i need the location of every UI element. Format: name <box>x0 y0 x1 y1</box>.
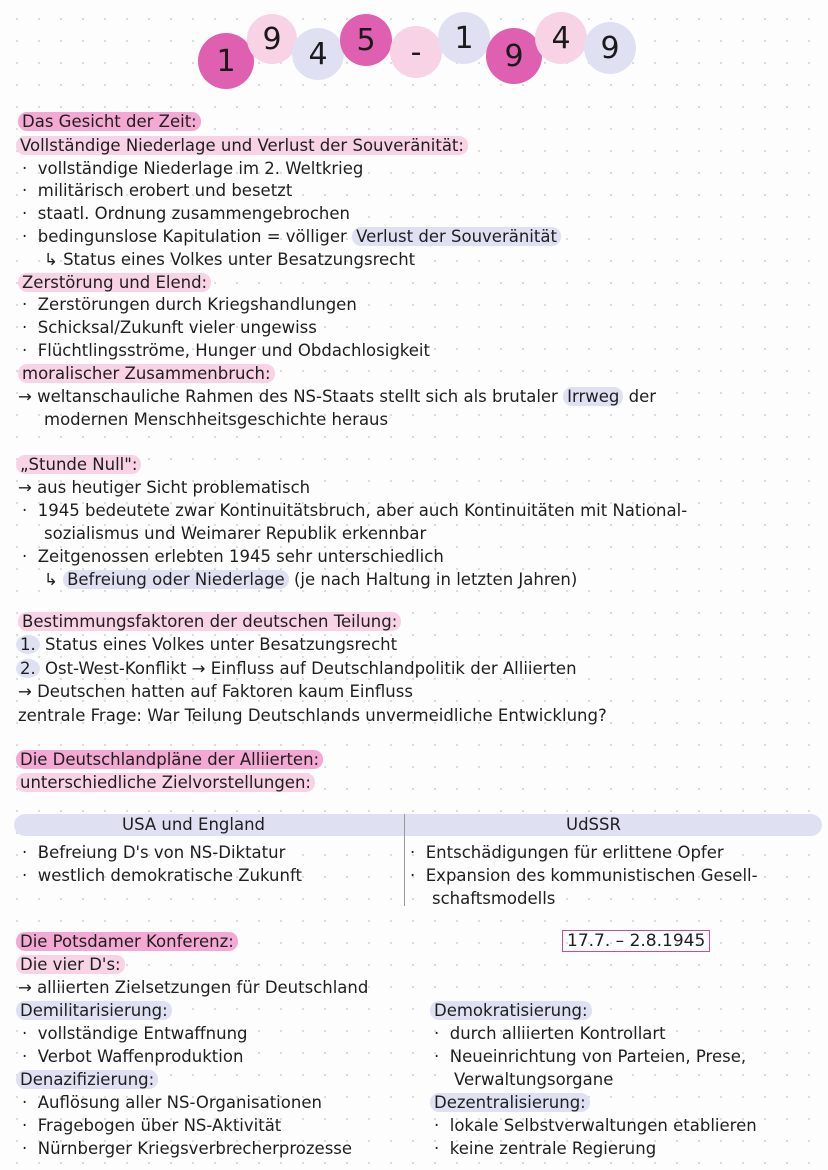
arrow-note: → alliierten Zielsetzungen für Deutschland <box>18 978 369 997</box>
d-heading-dezentralisierung: Dezentralisierung: <box>430 1092 590 1114</box>
title-circle: 9 <box>584 22 636 74</box>
list-item: · bedingunslose Kapitulation = völliger Verlust der Souveränität <box>22 226 561 248</box>
table-divider <box>404 814 405 906</box>
table-cell-item: · Befreiung D's von NS-Diktatur <box>22 843 286 862</box>
list-item: · keine zentrale Regierung <box>434 1139 657 1158</box>
d-heading-denazifizierung: Denazifizierung: <box>16 1069 158 1091</box>
title-circle: 4 <box>535 12 587 64</box>
subheading: Die vier D's: <box>16 954 125 976</box>
numbered-item: 2. Ost-West-Konflikt → Einfluss auf Deutschlandpolitik der Alliierten <box>16 658 577 680</box>
table-column-header: UdSSR <box>566 815 621 834</box>
text-line: modernen Menschheitsgeschichte heraus <box>44 410 389 429</box>
table-cell-item: · westlich demokratische Zukunft <box>22 866 302 885</box>
list-item: · Auflösung aller NS-Organisationen <box>22 1093 322 1112</box>
list-item: · staatl. Ordnung zusammengebrochen <box>22 204 350 223</box>
arrow-note: → weltanschauliche Rahmen des NS-Staats stellt sich als brutaler Irrweg der <box>18 387 657 406</box>
title-circle: 1 <box>198 33 254 89</box>
table-cell-item: · Entschädigungen für erlittene Opfer <box>410 843 724 862</box>
subheading: Zerstörung und Elend: <box>18 272 211 294</box>
table-column-header: USA und England <box>122 815 266 834</box>
section-heading: Bestimmungsfaktoren der deutschen Teilung: <box>18 611 401 633</box>
title-circle: 9 <box>486 28 542 84</box>
arrow-note: → aus heutiger Sicht problematisch <box>18 478 311 497</box>
title-circle: 5 <box>340 14 392 66</box>
list-item: · durch alliierten Kontrollart <box>434 1024 666 1043</box>
arrow-note: ↳ Status eines Volkes unter Besatzungsrecht <box>44 250 416 269</box>
list-item: · militärisch erobert und besetzt <box>22 181 293 200</box>
table-cell-item: · Expansion des kommunistischen Gesell- <box>410 866 758 885</box>
table-cell-item: schaftsmodells <box>432 889 556 908</box>
numbered-item: 1. Status eines Volkes unter Besatzungsrecht <box>16 634 397 656</box>
arrow-note: → Deutschen hatten auf Faktoren kaum Einfluss <box>18 682 413 701</box>
subheading: unterschiedliche Zielvorstellungen: <box>16 772 315 794</box>
list-item: · Zeitgenossen erlebten 1945 sehr unterschiedlich <box>22 547 444 566</box>
section-heading: „Stunde Null": <box>16 454 141 476</box>
list-item: · vollständige Niederlage im 2. Weltkrieg <box>22 159 364 178</box>
list-item: · Schicksal/Zukunft vieler ungewiss <box>22 318 317 337</box>
list-item: · lokale Selbstverwaltungen etablieren <box>434 1116 757 1135</box>
title-circle: 1 <box>438 12 490 64</box>
section-heading: Das Gesicht der Zeit: <box>18 111 201 133</box>
section-heading: Die Potsdamer Konferenz: <box>16 931 238 953</box>
central-question: zentrale Frage: War Teilung Deutschlands unvermeidliche Entwicklung? <box>18 706 607 725</box>
list-item: · Nürnberger Kriegsverbrecherprozesse <box>22 1139 353 1158</box>
list-item: · Neueinrichtung von Parteien, Prese, <box>434 1047 747 1066</box>
title-circle: 9 <box>247 14 297 64</box>
subheading: moralischer Zusammenbruch: <box>18 363 275 385</box>
section-heading: Die Deutschlandpläne der Alliierten: <box>16 749 323 771</box>
list-item: · Zerstörungen durch Kriegshandlungen <box>22 295 357 314</box>
list-item-cont: Verwaltungsorgane <box>454 1070 614 1089</box>
list-item: · Verbot Waffenproduktion <box>22 1047 244 1066</box>
text-line: sozialismus und Weimarer Republik erkennbar <box>44 524 427 543</box>
subheading: Vollständige Niederlage und Verlust der Souveränität: <box>16 135 468 157</box>
list-item: · Fragebogen über NS-Aktivität <box>22 1116 282 1135</box>
arrow-note: ↳ Befreiung oder Niederlage (je nach Haltung in letzten Jahren) <box>44 570 578 589</box>
d-heading-demokratisierung: Demokratisierung: <box>430 1000 592 1022</box>
d-heading-demilitarisierung: Demilitarisierung: <box>16 1000 172 1022</box>
title-circle: - <box>390 26 442 78</box>
list-item: · vollständige Entwaffnung <box>22 1024 248 1043</box>
list-item: · Flüchtlingsströme, Hunger und Obdachlosigkeit <box>22 341 430 360</box>
list-item: · 1945 bedeutete zwar Kontinuitätsbruch, aber auch Kontinuitäten mit National- <box>22 501 688 520</box>
date-range-box: 17.7. – 2.8.1945 <box>562 930 710 952</box>
title-circle: 4 <box>292 28 344 80</box>
